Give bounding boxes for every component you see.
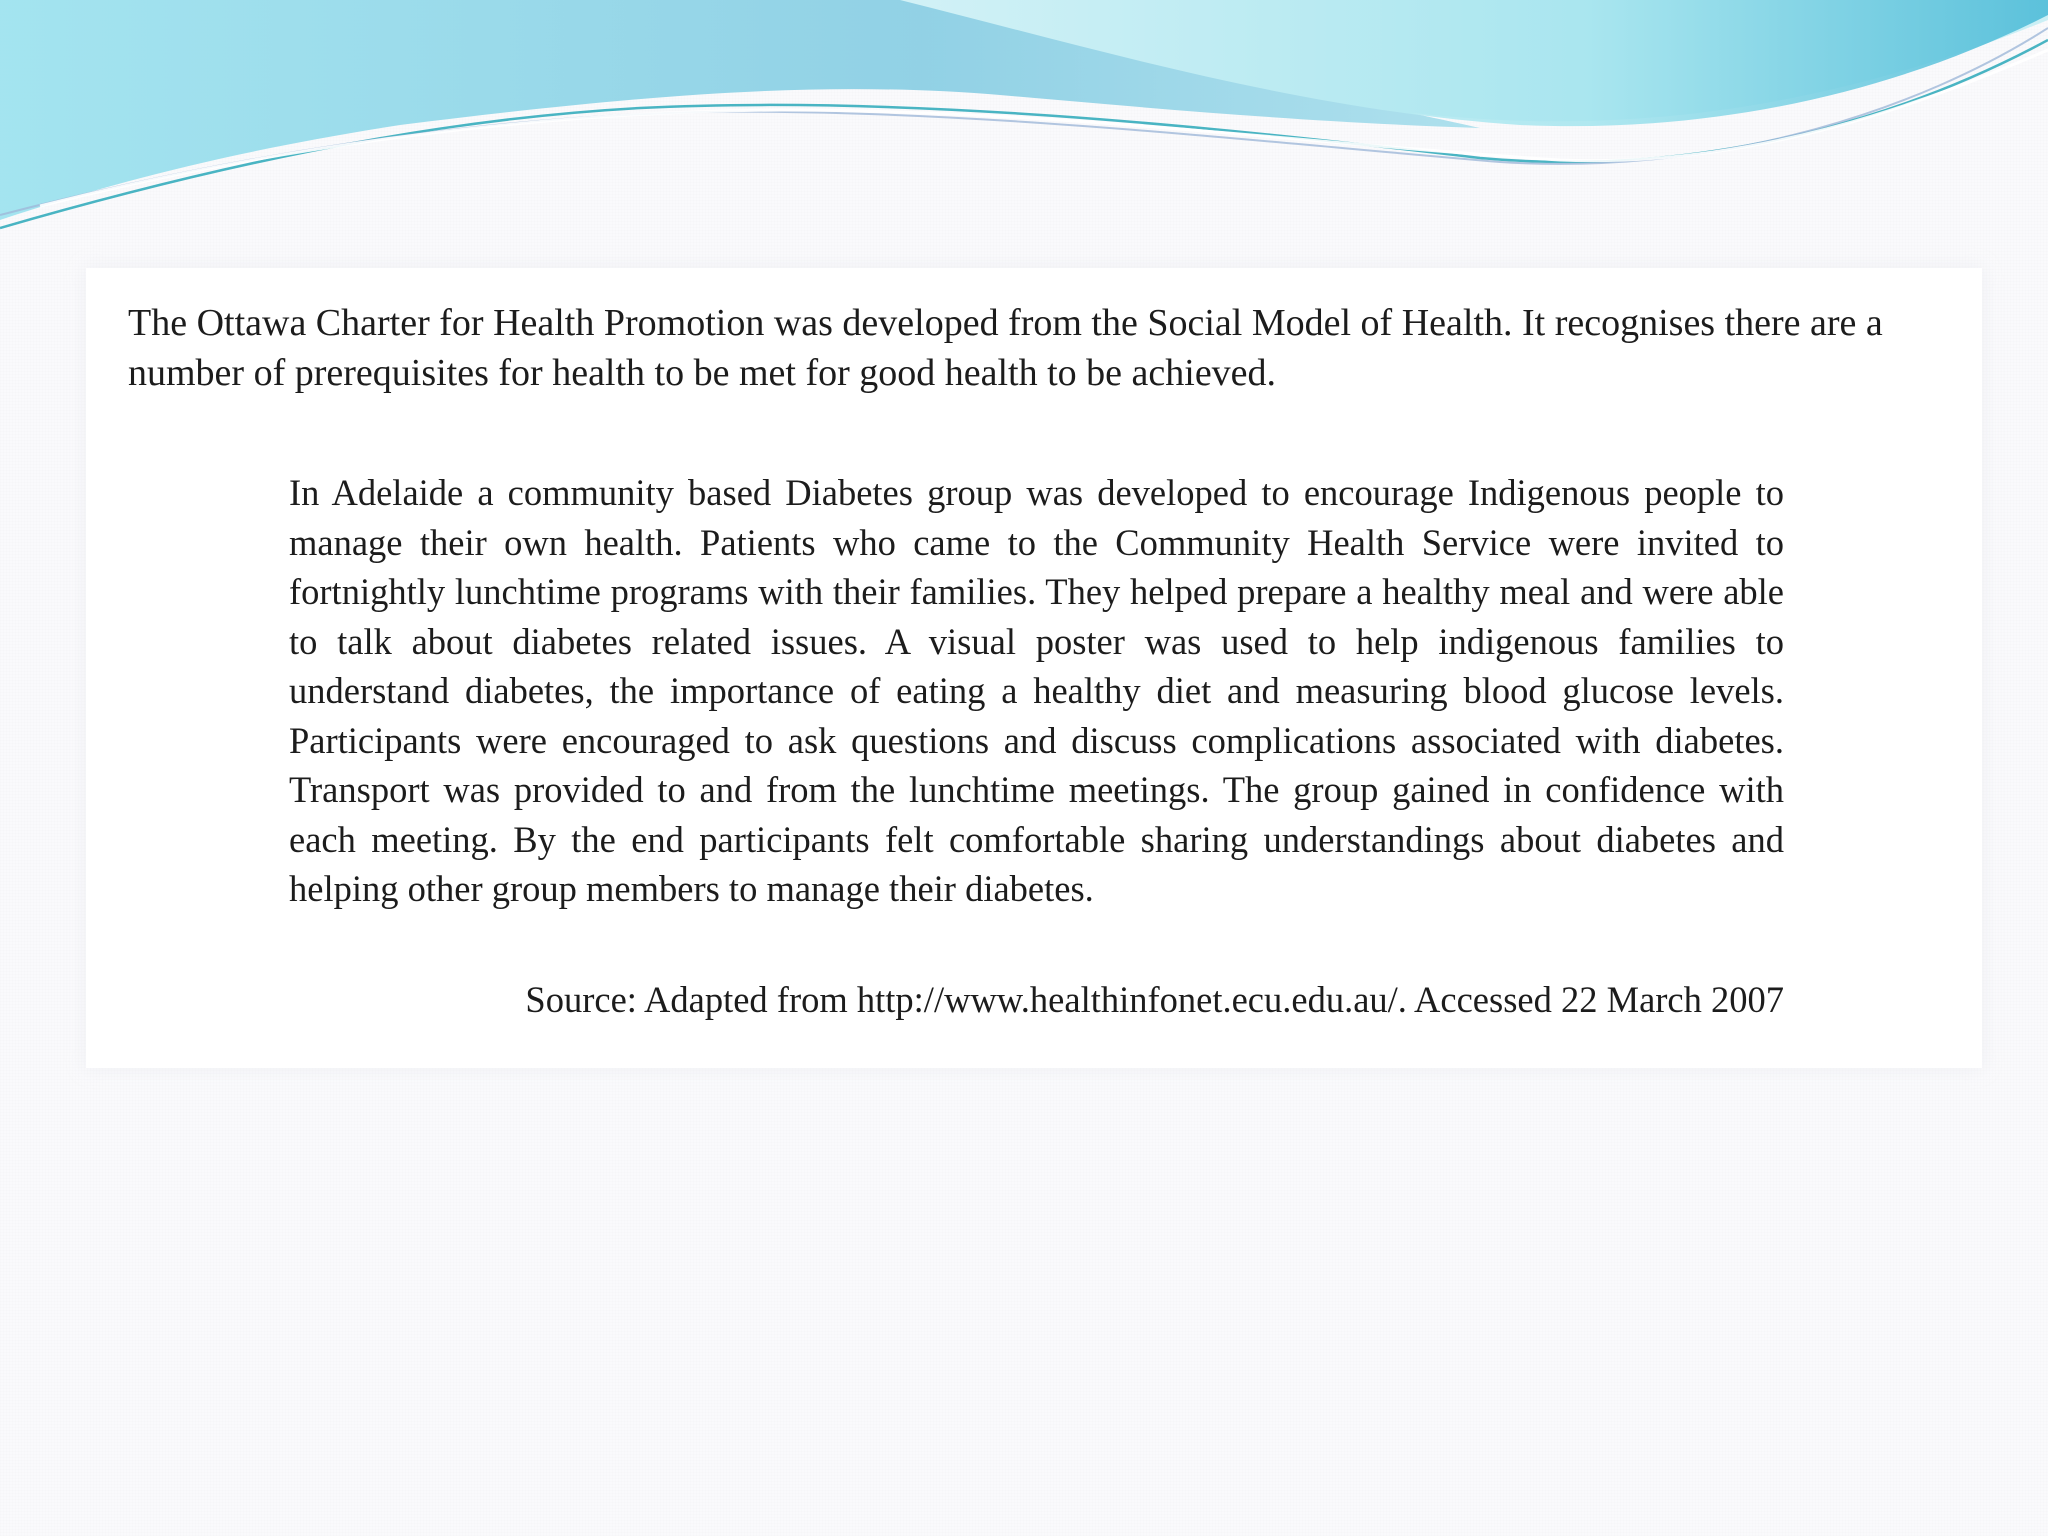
source-citation: Source: Adapted from http://www.healthinfonet.ecu.edu.au/. Accessed 22 March 2007	[525, 979, 1784, 1020]
intro-paragraph: The Ottawa Charter for Health Promotion was developed from the Social Model of Health. It recognises there are a number of prerequisites for health to be met for good health to be achieved.	[128, 302, 1883, 394]
case-study-paragraph: In Adelaide a community based Diabetes group was developed to encourage Indigenous people to manage their own health. Patients who came to the Community Health Service were invited to fortnightly lunchtime programs with their families. They helped prepare a healthy meal and were able to talk about diabetes related issues. A visual poster was used to help indigenous families to understand diabetes, the importance of eating a healthy diet and measuring blood glucose levels. Participants were encouraged to ask questions and discuss complications associated with diabetes. Transport was provided to and from the lunchtime meetings. The group gained in confidence with each meeting. By the end participants felt comfortable sharing understandings about diabetes and helping other group members to manage their diabetes.	[289, 472, 1784, 909]
header-wave-decoration	[0, 0, 2048, 240]
